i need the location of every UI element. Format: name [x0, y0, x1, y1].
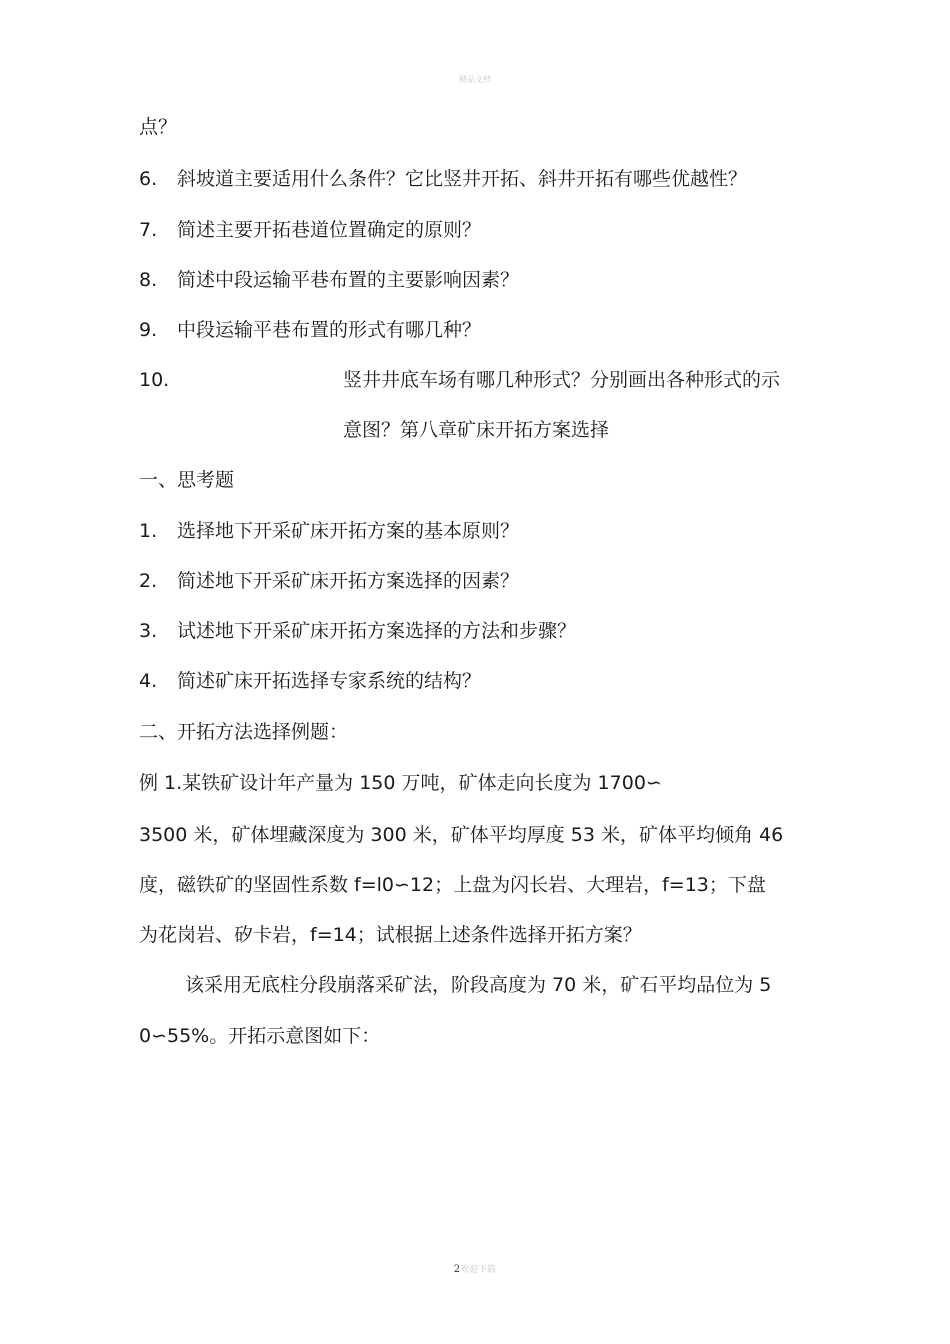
question-ch8-4 — [139, 669, 481, 693]
question-number: 6. — [139, 168, 158, 190]
question-10-line-1: 竖井井底车场有哪几种形式？分别画出各种形式的示 — [343, 369, 781, 391]
question-number: 9. — [139, 319, 158, 341]
question-text: 试述地下开采矿床开拓方案选择的方法和步骤？ — [177, 620, 577, 642]
example-line-1: 例 1.某铁矿设计年产量为 150 万吨，矿体走向长度为 1700∽ — [139, 772, 662, 794]
question-text: 简述主要开拓巷道位置确定的原则？ — [177, 219, 482, 241]
answer-line-1: 该采用无底柱分段崩落采矿法，阶段高度为 70 米，矿石平均品位为 5 — [185, 974, 772, 996]
section-heading-thinking: 一、思考题 — [139, 469, 235, 491]
header-watermark: 精品文档 — [459, 75, 491, 84]
question-text: 简述中段运输平巷布置的主要影响因素？ — [177, 269, 520, 291]
question-7 — [139, 218, 481, 242]
question-number: 3. — [139, 620, 158, 642]
question-ch8-1 — [139, 519, 519, 543]
page-number: 2 — [453, 1264, 461, 1275]
example-line-2: 3500 米，矿体埋藏深度为 300 米，矿体平均厚度 53 米，矿体平均倾角 46 — [139, 824, 784, 846]
question-text: 选择地下开采矿床开拓方案的基本原则？ — [177, 520, 520, 542]
question-6 — [139, 167, 747, 191]
question-ch8-3 — [139, 619, 576, 643]
question-9 — [139, 318, 481, 342]
answer-line-2: 0∽55%。开拓示意图如下： — [139, 1025, 381, 1047]
question-number: 4. — [139, 670, 158, 692]
question-number: 8. — [139, 269, 158, 291]
page-footer — [0, 1262, 950, 1275]
footer-suffix: 欢迎下载 — [460, 1265, 497, 1275]
question-text: 斜坡道主要适用什么条件？它比竖井开拓、斜井开拓有哪些优越性？ — [177, 168, 748, 190]
question-10-number: 10. — [139, 369, 170, 391]
question-ch8-2 — [139, 569, 519, 593]
question-10-line-2: 意图？第八章矿床开拓方案选择 — [343, 419, 610, 441]
question-text: 简述地下开采矿床开拓方案选择的因素？ — [177, 570, 520, 592]
question-number: 1. — [139, 520, 158, 542]
section-heading-example: 二、开拓方法选择例题： — [139, 721, 349, 743]
question-text: 简述矿床开拓选择专家系统的结构？ — [177, 670, 482, 692]
example-line-3: 度，磁铁矿的坚固性系数 f=l0∽12；上盘为闪长岩、大理岩，f=13；下盘 — [139, 874, 766, 896]
continued-line: 点？ — [139, 116, 178, 138]
example-line-4: 为花岗岩、矽卡岩，f=14；试根据上述条件选择开拓方案？ — [139, 924, 642, 946]
question-number: 2. — [139, 570, 158, 592]
question-text: 中段运输平巷布置的形式有哪几种？ — [177, 319, 482, 341]
question-8 — [139, 268, 519, 292]
question-number: 7. — [139, 219, 158, 241]
